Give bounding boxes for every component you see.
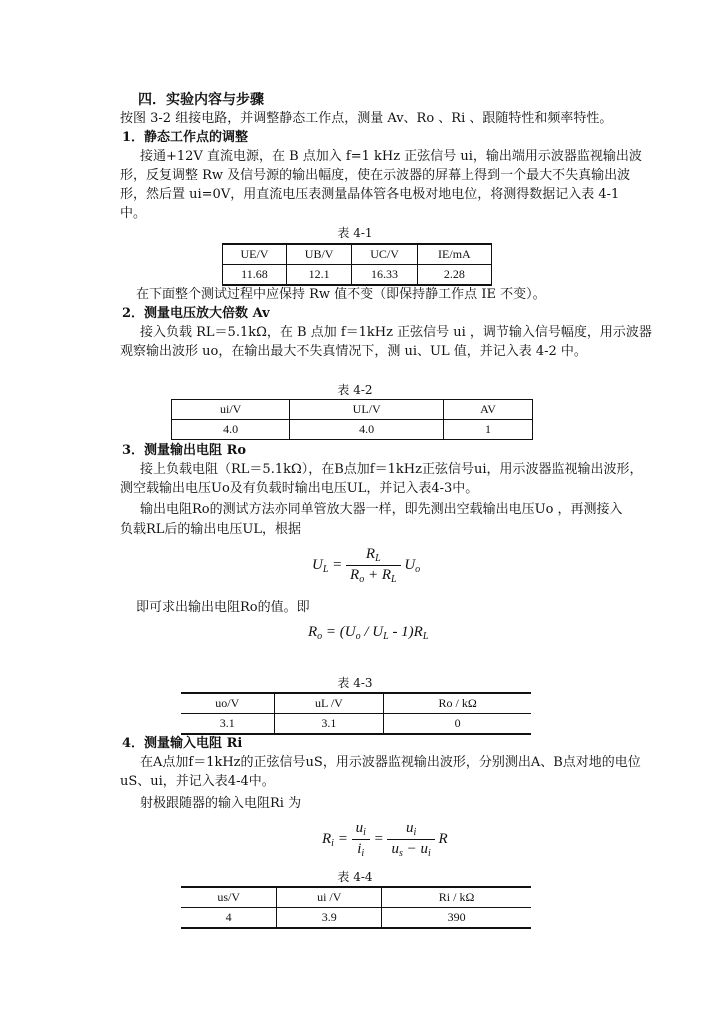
table-4-2-header: UL/V	[290, 400, 444, 420]
table-row	[172, 420, 533, 440]
table-4-4-cell: 4	[181, 908, 277, 929]
s4-heading: 4．测量输入电阻 Ri	[122, 736, 243, 751]
table-4-2-header: AV	[443, 400, 532, 420]
formula-output-voltage: $U_L$ = $\frac{R_L}{R_o + R_L}$ $U_o$	[312, 546, 421, 585]
formula-input-resistance: $R_i$ = $\frac{u_i}{i_i}$ = $\frac{u_i}{u_s - u_i}$ R	[322, 820, 448, 859]
table-4-4	[181, 886, 531, 929]
table-4-2-cell: 1	[443, 420, 532, 440]
table-4-2	[171, 399, 533, 440]
s2-line-2: 观察输出波形 uo，在输出最大不失真情况下，测 ui、UL 值，并记入表 4-2 中。	[120, 344, 587, 359]
s2-line-1: 接入负载 RL＝5.1kΩ，在 B 点加 f＝1kHz 正弦信号 ui ，调节输入信号幅度，用示波器	[140, 325, 652, 340]
s1-heading: 1．静态工作点的调整	[122, 130, 249, 145]
table-4-3-caption: 表 4-3	[337, 676, 373, 690]
table-4-2-header-row	[172, 400, 533, 420]
table-4-1-header-row	[223, 244, 492, 265]
s4-line-2: uS、ui，并记入表4-4中。	[120, 774, 275, 789]
s3-middle-text: 即可求出输出电阻Ro的值。即	[136, 600, 310, 615]
s3-line-1: 接上负载电阻（RL＝5.1kΩ），在B点加f＝1kHz正弦信号ui，用示波器监视输出波形，	[140, 462, 643, 477]
s1-line-1: 接通+12V 直流电源，在 B 点加入 f=1 kHz 正弦信号 ui，输出端用示波器监视输出波	[140, 149, 642, 164]
table-4-1-cell: 2.28	[417, 265, 491, 286]
table-4-4-cell: 390	[382, 908, 531, 929]
table-4-3-header: Ro / kΩ	[384, 693, 531, 714]
table-4-1-header: UB/V	[286, 244, 351, 265]
s2-heading: 2．测量电压放大倍数 Av	[122, 306, 270, 321]
intro-text: 按图 3-2 组接电路，并调整静态工作点，测量 Av、Ro 、Ri 、跟随特性和频率特性。	[120, 111, 613, 126]
table-4-4-header: ui /V	[277, 887, 382, 908]
s1-line-2: 形，反复调整 Rw 及信号源的输出幅度，使在示波器的屏幕上得到一个最大不失真输出波	[120, 168, 631, 183]
table-4-3-cell: 3.1	[274, 714, 384, 735]
table-4-3-header-row	[181, 693, 531, 714]
table-4-1-caption: 表 4-1	[337, 226, 373, 240]
table-4-3	[181, 692, 531, 735]
table-4-1-cell: 11.68	[223, 265, 287, 286]
table-row	[181, 714, 531, 735]
table-4-2-caption: 表 4-2	[337, 383, 373, 397]
table-4-4-header: Ri / kΩ	[382, 887, 531, 908]
table-4-1	[222, 243, 492, 286]
table-4-1-cell: 12.1	[286, 265, 351, 286]
table-4-1-header: IE/mA	[417, 244, 491, 265]
table-4-3-cell: 3.1	[181, 714, 274, 735]
table-4-2-header: ui/V	[172, 400, 290, 420]
s3-line-4: 负载RL后的输出电压UL，根据	[120, 522, 302, 537]
table-4-4-header-row	[181, 887, 531, 908]
s1-line-4: 中。	[120, 206, 147, 221]
s1-line-3: 形，然后置 ui=0V，用直流电压表测量晶体管各电极对地电位，将测得数据记入表 4-1	[120, 187, 620, 202]
table-4-3-cell: 0	[384, 714, 531, 735]
table-4-1-cell: 16.33	[352, 265, 417, 286]
table-4-3-header: uo/V	[181, 693, 274, 714]
table-4-1-header: UC/V	[352, 244, 417, 265]
table-row	[223, 265, 492, 286]
table-4-4-header: us/V	[181, 887, 277, 908]
s4-line-1: 在A点加f＝1kHz的正弦信号uS，用示波器监视输出波形，分别测出A、B点对地的电位	[140, 755, 641, 770]
s3-line-2: 测空载输出电压Uo及有负载时输出电压UL，并记入表4-3中。	[120, 481, 479, 496]
s4-line-3: 射极跟随器的输入电阻Ri 为	[140, 796, 302, 811]
table-row	[181, 908, 531, 929]
s3-line-3: 输出电阻Ro的测试方法亦同单管放大器一样，即先测出空载输出电压Uo ，再测接入	[140, 502, 623, 517]
table-4-1-header: UE/V	[223, 244, 287, 265]
table-4-2-cell: 4.0	[290, 420, 444, 440]
s3-heading: 3．测量输出电阻 Ro	[122, 443, 247, 458]
table-4-2-cell: 4.0	[172, 420, 290, 440]
table-4-4-caption: 表 4-4	[337, 870, 373, 884]
formula-output-resistance: $R_o = (U_o / U_L - 1)R_L$	[308, 624, 429, 642]
table-4-3-header: uL /V	[274, 693, 384, 714]
table-4-4-cell: 3.9	[277, 908, 382, 929]
s1-note: 在下面整个测试过程中应保持 Rw 值不变（即保持静工作点 IE 不变）。	[136, 287, 546, 302]
section-title: 四．实验内容与步骤	[138, 92, 264, 108]
